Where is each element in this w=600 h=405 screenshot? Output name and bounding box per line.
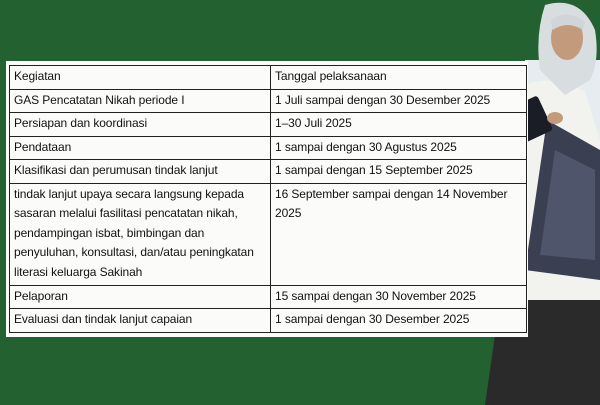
table-row bbox=[10, 136, 527, 160]
row-date: 1 Juli sampai dengan 30 Desember 2025 bbox=[271, 89, 527, 113]
row-activity: tindak lanjut upaya secara langsung kepada sasaran melalui fasilitasi pencatatan nikah, pendampingan isbat, bimbingan dan penyuluhan, konsultasi, dan/atau peningkatan literasi keluarga Sakinah bbox=[10, 183, 271, 285]
table-row bbox=[10, 160, 527, 184]
row-activity: Pelaporan bbox=[10, 285, 271, 309]
row-date: 16 September sampai dengan 14 November 2025 bbox=[271, 183, 527, 285]
table-row bbox=[10, 113, 527, 137]
row-date: 1 sampai dengan 30 Agustus 2025 bbox=[271, 136, 527, 160]
row-date: 1–30 Juli 2025 bbox=[271, 113, 527, 137]
row-date: 15 sampai dengan 30 November 2025 bbox=[271, 285, 527, 309]
row-activity: Evaluasi dan tindak lanjut capaian bbox=[10, 309, 271, 333]
row-date: 1 sampai dengan 30 Desember 2025 bbox=[271, 309, 527, 333]
row-activity: Pendataan bbox=[10, 136, 271, 160]
row-activity: Klasifikasi dan perumusan tindak lanjut bbox=[10, 160, 271, 184]
table-row bbox=[10, 183, 527, 285]
schedule-table bbox=[9, 65, 527, 333]
table-row bbox=[10, 285, 527, 309]
row-date: 1 sampai dengan 15 September 2025 bbox=[271, 160, 527, 184]
header-date: Tanggal pelaksanaan bbox=[271, 66, 527, 90]
table-header-row bbox=[10, 66, 527, 90]
table-row bbox=[10, 89, 527, 113]
row-activity: Persiapan dan koordinasi bbox=[10, 113, 271, 137]
row-activity: GAS Pencatatan Nikah periode I bbox=[10, 89, 271, 113]
header-activity: Kegiatan bbox=[10, 66, 271, 90]
table-row bbox=[10, 309, 527, 333]
schedule-panel bbox=[6, 61, 528, 337]
